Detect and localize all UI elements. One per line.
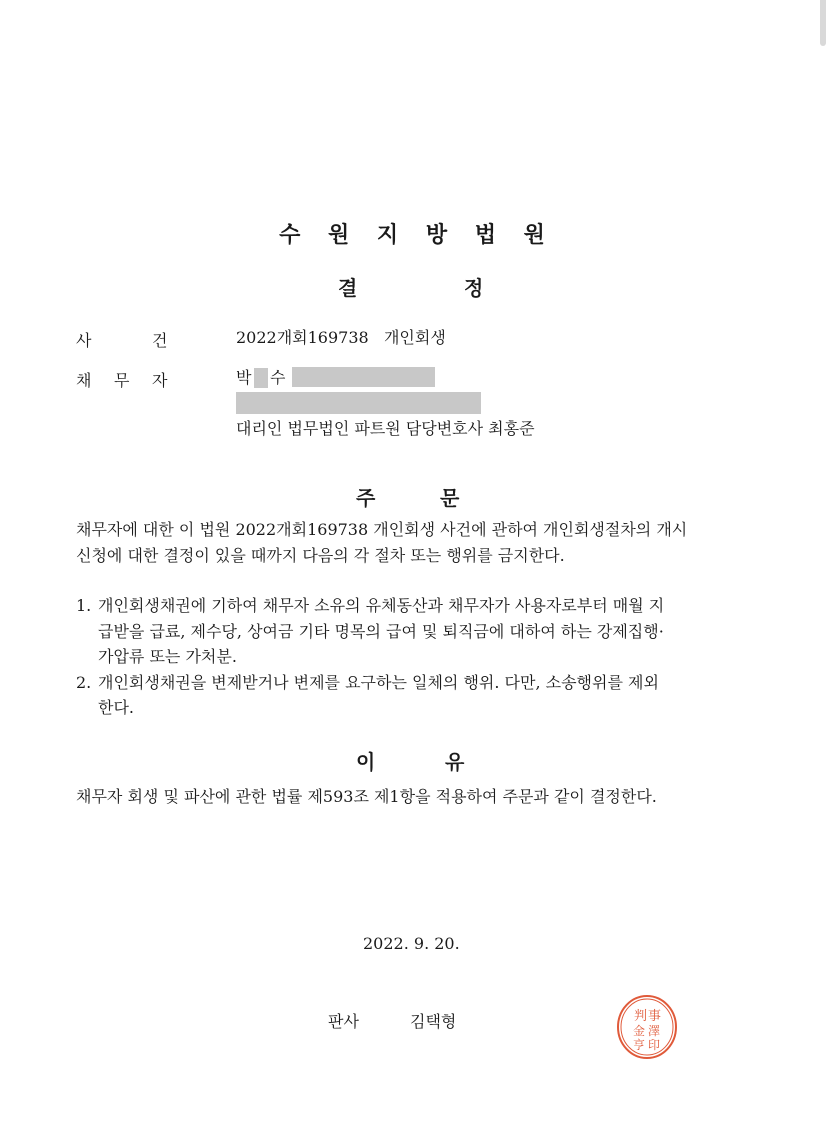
judge-seal [616,994,678,1060]
order-item-2-line-1: 개인회생채권을 변제받거나 변제를 요구하는 일체의 행위. 다만, 소송행위를 제외 [98,673,659,692]
debtor-agent: 대리인 법무법인 파트원 담당변호사 최홍준 [236,419,535,438]
case-label-2: 건 [152,331,168,350]
order-item-1-line-2: 급받을 급료, 제수당, 상여금 기타 명목의 급여 및 퇴직금에 대하여 하는 강제집행· [98,622,664,641]
doc-type-right: 정 [464,276,484,300]
seal-char-6: 印 [648,1038,661,1052]
redaction-name-middle [254,368,268,388]
judge-title: 판사 [328,1012,359,1031]
debtor-label-3: 자 [152,371,168,390]
case-value: 2022개회169738 개인회생 [236,328,446,347]
order-heading-right: 문 [440,486,460,510]
reason-heading-left: 이 [356,750,376,774]
seal-char-5: 亨 [633,1038,646,1052]
debtor-name-first: 박 [236,368,252,387]
debtor-label-2: 무 [114,371,130,390]
case-label-1: 사 [76,331,92,350]
decision-date: 2022. 9. 20. [363,934,460,953]
order-heading-left: 주 [356,486,376,510]
order-item-2-line-2: 한다. [98,698,134,717]
scrollbar[interactable] [820,0,826,46]
order-item-2-number: 2. [76,673,92,692]
seal-char-2: 事 [648,1009,662,1024]
judge-name: 김택형 [410,1012,457,1031]
seal-char-4: 澤 [648,1024,661,1038]
order-intro-line-1: 채무자에 대한 이 법원 2022개회169738 개인회생 사건에 관하여 개인회생절차의 개시 [76,520,688,539]
court-name: 수 원 지 방 법 원 [279,223,555,248]
debtor-label-1: 채 [76,371,92,390]
seal-char-1: 判 [634,1009,648,1024]
order-item-1-line-3: 가압류 또는 가처분. [98,647,237,666]
reason-heading-right: 유 [445,750,465,774]
order-item-1-number: 1. [76,596,92,615]
redaction-address [236,392,481,414]
doc-type-left: 결 [338,276,358,300]
reason-text: 채무자 회생 및 파산에 관한 법률 제593조 제1항을 적용하여 주문과 같이 결정한다. [76,787,657,806]
debtor-name-last: 수 [270,368,286,387]
redaction-id [292,367,435,387]
seal-char-3: 金 [633,1024,646,1038]
order-item-1-line-1: 개인회생채권에 기하여 채무자 소유의 유체동산과 채무자가 사용자로부터 매월 지 [98,596,665,615]
order-intro-line-2: 신청에 대한 결정이 있을 때까지 다음의 각 절차 또는 행위를 금지한다. [76,546,565,565]
